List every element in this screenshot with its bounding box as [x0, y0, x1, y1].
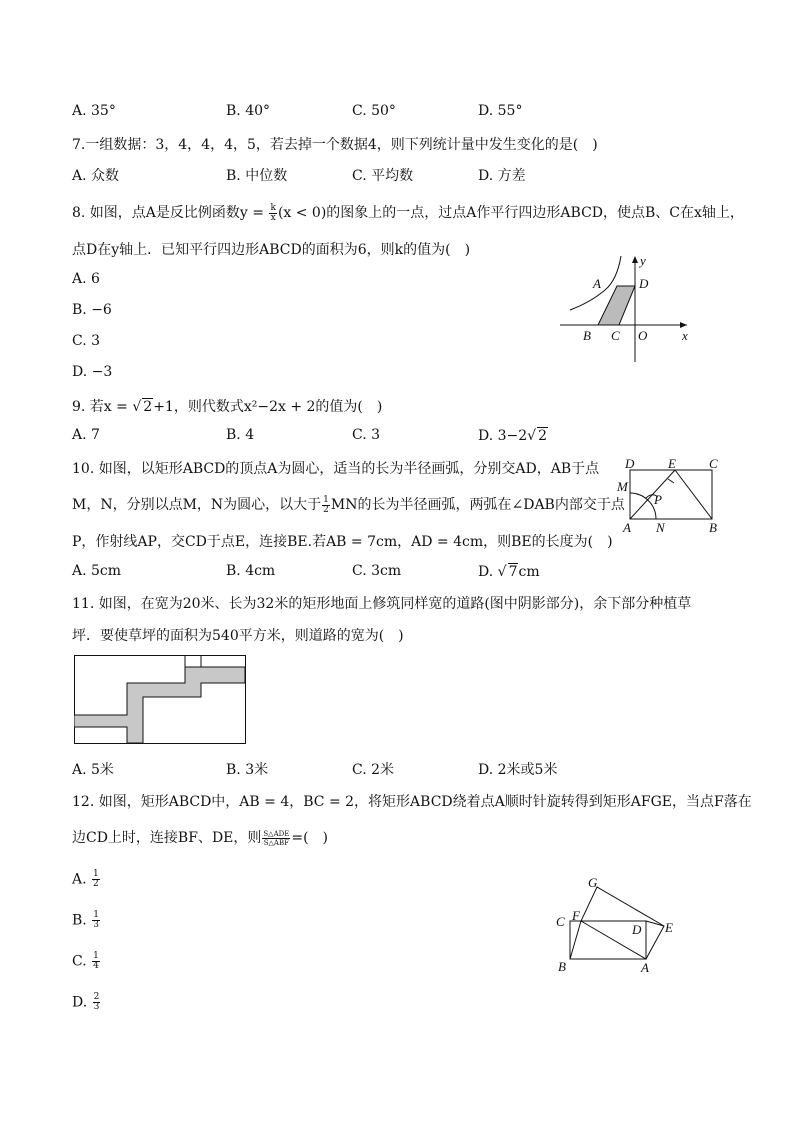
q6-option-a: A. 35°: [72, 103, 116, 119]
q10-label-n: N: [656, 520, 665, 535]
q12-label-c: C: [556, 914, 565, 929]
q10-option-b: B. 4cm: [226, 563, 276, 579]
q12-option-c: C. $\frac{1}{4}$: [72, 951, 99, 971]
q6-option-d: D. 55°: [478, 103, 523, 119]
q8-option-c: C. 3: [72, 333, 101, 349]
q11-stem-line1: 11. 如图，在宽为20米、长为32米的矩形地面上修筑同样宽的道路(图中阴影部分)，余下部分种植草: [72, 596, 692, 612]
q12-figure: [552, 874, 684, 976]
q8-label-d: D: [639, 276, 649, 291]
q10-label-m: M: [617, 479, 628, 494]
q6-option-b: B. 40°: [226, 103, 271, 119]
q9-option-a: A. 7: [72, 427, 100, 443]
q7-option-c: C. 平均数: [352, 168, 414, 184]
q8-option-a: A. 6: [72, 271, 100, 287]
q12-stem-line1: 12. 如图，矩形ABCD中，AB = 4，BC = 2，将矩形ABCD绕着点A顺时针旋转得到矩形AFGE，当点F落在: [72, 794, 752, 810]
q6-option-c: C. 50°: [352, 103, 396, 119]
q10-stem-line1: 10. 如图，以矩形ABCD的顶点A为圆心，适当的长为半径画弧，分别交AD，AB于点: [72, 461, 600, 477]
q12-stem-line2: 边CD上时，连接BF、DE，则 $\frac{\text{S△ADE}}{\text{S△ABF}}$ =( ): [72, 829, 329, 847]
q12-label-f: F: [572, 908, 580, 923]
q11-stem-line2: 坪．要使草坪的面积为540平方米，则道路的宽为( ): [72, 628, 404, 644]
q10-label-p: P: [654, 492, 662, 507]
q12-option-b: B. $\frac{1}{3}$: [72, 910, 99, 930]
q8-label-x: x: [682, 328, 688, 343]
q8-option-d: D. −3: [72, 364, 113, 380]
q10-option-a: A. 5cm: [72, 563, 122, 579]
q12-label-e: E: [665, 920, 673, 935]
q12-label-a: A: [641, 960, 649, 975]
q10-option-c: C. 3cm: [352, 563, 402, 579]
q10-label-a: A: [623, 520, 631, 535]
q8-figure: [555, 252, 695, 364]
q10-label-c: C: [709, 456, 718, 471]
q10-label-d: D: [625, 456, 635, 471]
q12-label-b: B: [558, 959, 566, 974]
q8-label-y: y: [640, 253, 646, 268]
q7-stem: 7.一组数据：3，4，4，4，5，若去掉一个数据4，则下列统计量中发生变化的是( ): [72, 137, 598, 153]
q7-option-a: A. 众数: [72, 168, 120, 184]
q7-option-b: B. 中位数: [226, 168, 288, 184]
q12-label-d: D: [632, 922, 642, 937]
q12-label-g: G: [588, 875, 598, 890]
q10-option-d: D. √ 7cm: [478, 564, 540, 580]
q9-option-b: B. 4: [226, 427, 255, 443]
q8-stem-line2: 点D在y轴上．已知平行四边形ABCD的面积为6，则k的值为( ): [72, 242, 471, 258]
q9-option-c: C. 3: [352, 427, 381, 443]
q8-stem-line1: 8. 如图，点A是反比例函数y = $\frac{k}{x}$ (x < 0)的图象上的一点，过点A作平行四边形ABCD，使点B、C在x轴上，: [72, 202, 744, 223]
q8-label-c: C: [611, 328, 620, 343]
q11-option-a: A. 5米: [72, 762, 114, 778]
q10-label-e: E: [668, 456, 676, 471]
q8-label-o: O: [638, 328, 648, 343]
q12-option-d: D. $\frac{2}{3}$: [72, 992, 100, 1012]
q11-option-b: B. 3米: [226, 762, 269, 778]
q10-figure: [616, 454, 726, 538]
q11-option-d: D. 2米或5米: [478, 762, 558, 778]
q10-label-b: B: [709, 520, 717, 535]
q10-stem-line2: M，N，分别以点M，N为圆心，以大于 $\frac{1}{2}$ MN的长为半径画弧，两弧在∠DAB内部交于点: [72, 494, 625, 515]
q11-figure: [74, 655, 247, 745]
q9-option-d: D. 3−2√ 2: [478, 428, 548, 444]
q9-stem: 9. 若x = √ 2+1，则代数式x²−2x + 2的值为( ): [72, 399, 383, 415]
q8-label-a: A: [593, 276, 601, 291]
q8-label-b: B: [583, 328, 591, 343]
q10-stem-line3: P，作射线AP，交CD于点E，连接BE.若AB = 7cm，AD = 4cm，则BE的长度为( ): [72, 534, 613, 550]
q11-option-c: C. 2米: [352, 762, 395, 778]
q12-option-a: A. $\frac{1}{2}$: [72, 869, 99, 889]
q8-option-b: B. −6: [72, 302, 112, 318]
q7-option-d: D. 方差: [478, 168, 526, 184]
